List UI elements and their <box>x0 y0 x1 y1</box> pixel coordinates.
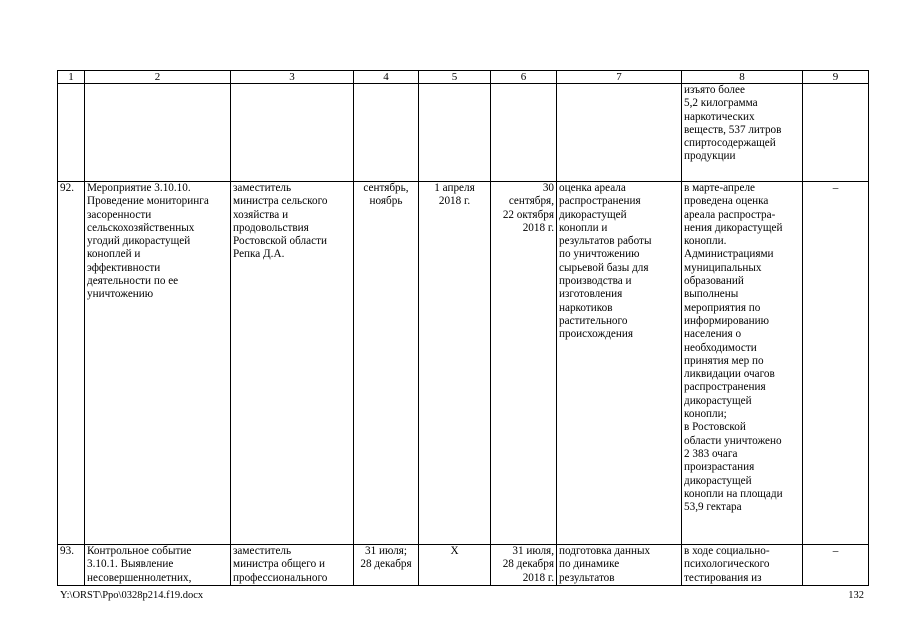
header-cell-6: 6 <box>491 71 557 84</box>
row93-responsible: заместитель министра общего и профессионального <box>231 545 354 586</box>
row92-start-date: 1 апреля 2018 г. <box>419 182 491 545</box>
cont-cell-3 <box>231 84 354 182</box>
header-row <box>58 71 869 84</box>
header-cell-9: 9 <box>803 71 869 84</box>
row92-note: – <box>803 182 869 545</box>
row93-start-date: Х <box>419 545 491 586</box>
header-cell-1: 1 <box>58 71 85 84</box>
row92-end-date: 30 сентября, 22 октября 2018 г. <box>491 182 557 545</box>
cont-cell-2 <box>85 84 231 182</box>
footer-page-number: 132 <box>848 590 864 601</box>
row93-number: 93. <box>58 545 85 586</box>
row92-activity: Мероприятие 3.10.10. Проведение мониторинга засоренности сельскохозяйственных угодий дикорастущей коноплей и эффективности деятельности по ее уничтожению <box>85 182 231 545</box>
cont-cell-6 <box>491 84 557 182</box>
header-cell-3: 3 <box>231 71 354 84</box>
header-cell-7: 7 <box>557 71 682 84</box>
report-table <box>57 70 869 586</box>
row93-planned-date: 31 июля; 28 декабря <box>354 545 419 586</box>
header-cell-4: 4 <box>354 71 419 84</box>
row92-expected-result: оценка ареала распространения дикорастущей конопли и результатов работы по уничтожению сырьевой базы для производства и изготовления наркотиков растительного происхождения <box>557 182 682 545</box>
footer-file-path: Y:\ORST\Ppo\0328p214.f19.docx <box>60 590 204 601</box>
cont-cell-result: изъято более 5,2 килограмма наркотических веществ, 537 литров спиртосодержащей продукции <box>682 84 803 182</box>
cont-cell-4 <box>354 84 419 182</box>
row93-activity: Контрольное событие 3.10.1. Выявление несовершеннолетних, <box>85 545 231 586</box>
row92-responsible: заместитель министра сельского хозяйства и продовольствия Ростовской области Репка Д.А. <box>231 182 354 545</box>
cont-cell-1 <box>58 84 85 182</box>
continuation-row <box>58 84 869 182</box>
row93-expected-result: подготовка данных по динамике результатов <box>557 545 682 586</box>
cont-cell-5 <box>419 84 491 182</box>
header-cell-5: 5 <box>419 71 491 84</box>
row93-note: – <box>803 545 869 586</box>
cont-cell-9 <box>803 84 869 182</box>
row93-end-date: 31 июля, 28 декабря 2018 г. <box>491 545 557 586</box>
table-row-92 <box>58 182 869 545</box>
table-row-93 <box>58 545 869 586</box>
header-cell-8: 8 <box>682 71 803 84</box>
row93-actual-result: в ходе социально- психологического тестирования из <box>682 545 803 586</box>
row92-actual-result: в марте-апреле проведена оценка ареала распростра- нения дикорастущей конопли. Администрациями муниципальных образований выполнены мероприятия по информированию населения о необходимости принятия мер по ликвидации очагов распространения дикорастущей конопли; в Ростовской области уничтожено 2 383 очага произрастания дикорастущей конопли на площади 53,9 гектара <box>682 182 803 545</box>
header-cell-2: 2 <box>85 71 231 84</box>
cont-cell-7 <box>557 84 682 182</box>
row92-planned-date: сентябрь, ноябрь <box>354 182 419 545</box>
row92-number: 92. <box>58 182 85 545</box>
